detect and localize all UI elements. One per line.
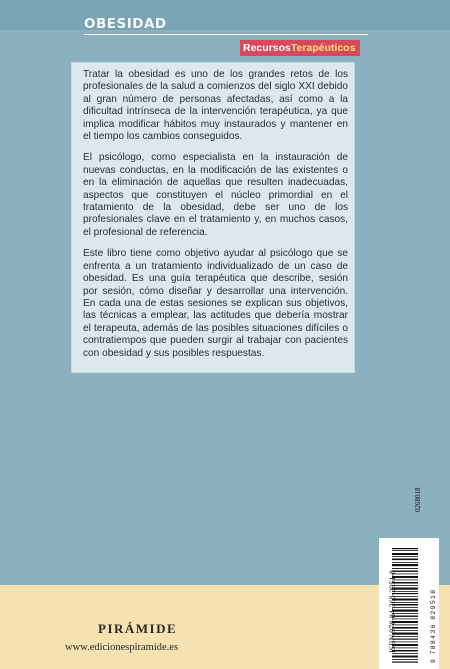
header-divider — [84, 34, 368, 35]
collection-label-part2: Terapéuticos — [290, 42, 356, 54]
blurb-paragraph-2: El psicólogo, como especialista en la instauración de nuevas conductas, en la modificación de las existentes o en la eliminación de aquellas que resulten inadecuadas, aspectos que constituyen el núcleo primordial en el tratamiento de la obesidad, debe ser uno de los profesionales clave en el tratamiento y, en muchos casos, el profesional de referencia. — [83, 152, 348, 238]
publisher-url: www.edicionespiramide.es — [65, 642, 179, 653]
collection-badge — [240, 40, 360, 56]
blurb-paragraph-1: Tratar la obesidad es uno de los grandes retos de los profesionales de la salud a comienzos del siglo XXI debido al gran número de personas afectadas, así como a la dificultad intrínseca de la intervención terapéutica, ya que implica modificar hábitos muy instaurados y mantener en el tiempo los cambios conseguidos. — [83, 69, 348, 143]
isbn-text: ISBN 978-84-368-2951-8 — [388, 570, 397, 653]
product-code: 0268018 — [414, 487, 422, 512]
publisher-logo: PIRÁMIDE — [98, 621, 178, 636]
collection-label-part1: Recursos — [243, 42, 291, 54]
barcode-digits: 9 788436 829518 — [430, 588, 437, 663]
blurb-text — [83, 69, 348, 369]
series-title: OBESIDAD — [84, 16, 167, 32]
blurb-paragraph-3: Este libro tiene como objetivo ayudar al psicólogo que se enfrenta a un tratamiento individualizado de un caso de obesidad. Es una guía terapéutica que describe, sesión por sesión, cómo diseñar y desarrollar una intervención. En cada una de estas sesiones se explican sus objetivos, las técnicas a emplear, las actitudes que debería mostrar el terapeuta, además de las posibles situaciones difíciles o contratiempos que pueden surgir al trabajar con pacientes con obesidad y sus posibles respuestas. — [83, 248, 348, 359]
header-band — [0, 0, 450, 30]
